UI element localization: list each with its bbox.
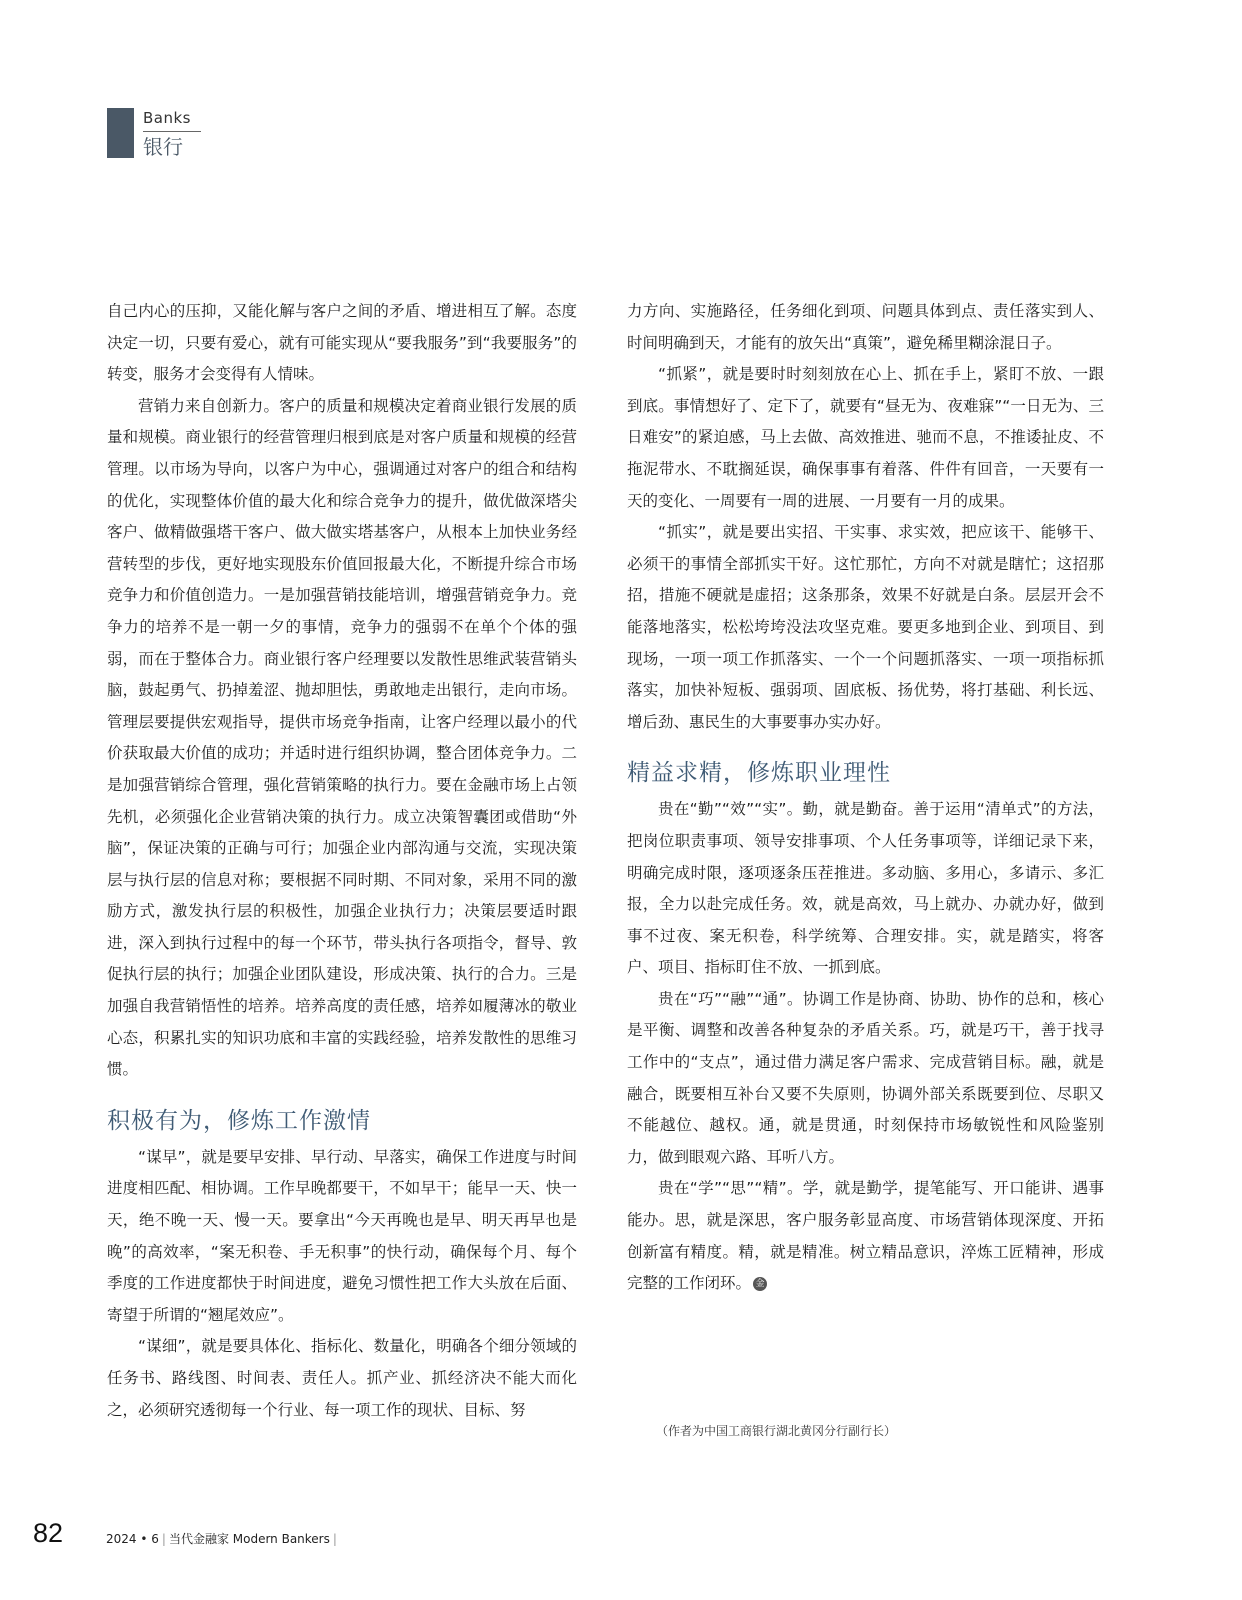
section-label-en: Banks bbox=[143, 109, 191, 127]
footer-divider: | bbox=[332, 1532, 337, 1546]
footer-info bbox=[106, 1530, 340, 1547]
author-note: （作者为中国工商银行湖北黄冈分行副行长） bbox=[656, 1424, 897, 1438]
section-tag-rule bbox=[143, 131, 201, 132]
paragraph-text: 贵在“学”“思”“精”。学，就是勤学，提笔能写、开口能讲、遇事能办。思，就是深思，客户服务彰显高度、市场营销体现深度、开拓创新富有精度。精，就是精准。树立精品意识，淬炼工匠精神，形成完整的工作闭环。 bbox=[627, 1179, 1104, 1293]
paragraph: “抓紧”，就是要时时刻刻放在心上、抓在手上，紧盯不放、一跟到底。事情想好了、定下了，就要有“昼无为、夜难寐”“一日无为、三日难安”的紧迫感，马上去做、高效推进、驰而不息，不推诿扯皮、不拖泥带水、不耽搁延误，确保事事有着落、件件有回音，一天要有一天的变化、一周要有一周的进展、一月要有一月的成果。 bbox=[627, 365, 1104, 510]
issue-date: 2024 • 6 bbox=[106, 1532, 159, 1546]
paragraph: 贵在“勤”“效”“实”。勤，就是勤奋。善于运用“清单式”的方法，把岗位职责事项、领导安排事项、个人任务事项等，详细记录下来，明确完成时限，逐项逐条压茬推进。多动脑、多用心，多请示、多汇报，全力以赴完成任务。效，就是高效，马上就办、办就办好，做到事不过夜、案无积卷，科学统筹、合理安排。实，就是踏实，将客户、项目、指标盯住不放、一抓到底。 bbox=[627, 800, 1104, 977]
right-column bbox=[627, 296, 1104, 1300]
section-label-zh: 银行 bbox=[143, 135, 183, 159]
paragraph: “谋早”，就是要早安排、早行动、早落实，确保工作进度与时间进度相匹配、相协调。工作早晚都要干，不如早干；能早一天、快一天，绝不晚一天、慢一天。要拿出“今天再晚也是早、明天再早也是晚”的高效率，“案无积卷、手无积事”的快行动，确保每个月、每个季度的工作进度都快于时间进度，避免习惯性把工作大头放在后面、寄望于所谓的“翘尾效应”。 bbox=[107, 1147, 577, 1324]
paragraph: 营销力来自创新力。客户的质量和规模决定着商业银行发展的质量和规模。商业银行的经营管理归根到底是对客户质量和规模的经营管理。以市场为导向，以客户为中心，强调通过对客户的组合和结构的优化，实现整体价值的最大化和综合竞争力的提升，做优做深塔尖客户、做精做强塔干客户、做大做实塔基客户，从根本上加快业务经营转型的步伐，更好地实现股东价值回报最大化，不断提升综合市场竞争力和价值创造力。一是加强营销技能培训，增强营销竞争力。竞争力的培养不是一朝一夕的事情，竞争力的强弱不在单个个体的强弱，而在于整体合力。商业银行客户经理要以发散性思维武装营销头脑，鼓起勇气、扔掉羞涩、抛却胆怯，勇敢地走出银行，走向市场。管理层要提供宏观指导，提供市场竞争指南，让客户经理以最小的代价获取最大价值的成功；并适时进行组织协调，整合团体竞争力。二是加强营销综合管理，强化营销策略的执行力。要在金融市场上占领先机，必须强化企业营销决策的执行力。成立决策智囊团或借助“外脑”，保证决策的正确与可行；加强企业内部沟通与交流，实现决策层与执行层的信息对称；要根据不同时期、不同对象，采用不同的激励方式，激发执行层的积极性，加强企业执行力；决策层要适时跟进，深入到执行过程中的每一个环节，带头执行各项指令，督导、敦促执行层的执行；加强企业团队建设，形成决策、执行的合力。三是加强自我营销悟性的培养。培养高度的责任感，培养如履薄冰的敬业心态，积累扎实的知识功底和丰富的实践经验，培养发散性的思维习惯。 bbox=[107, 396, 577, 1079]
paragraph-last bbox=[627, 1173, 1104, 1299]
paragraph: “抓实”，就是要出实招、干实事、求实效，把应该干、能够干、必须干的事情全部抓实干好。这忙那忙，方向不对就是瞎忙；这招那招，措施不硬就是虚招；这条那条，效果不好就是白条。层层开会不能落地落实，松松垮垮没法攻坚克难。要更多地到企业、到项目、到现场，一项一项工作抓落实、一个一个问题抓落实、一项一项指标抓落实，加快补短板、强弱项、固底板、扬优势，将打基础、利长远、增后劲、惠民生的大事要事办实办好。 bbox=[627, 523, 1104, 731]
section-heading: 精益求精，修炼职业理性 bbox=[627, 760, 891, 787]
left-column bbox=[107, 296, 577, 1426]
paragraph: 力方向、实施路径，任务细化到项、问题具体到点、责任落实到人、时间明确到天，才能有的放矢出“真策”，避免稀里糊涂混日子。 bbox=[627, 302, 1104, 352]
page-number: 82 bbox=[33, 1518, 64, 1548]
magazine-name: 当代金融家 Modern Bankers bbox=[168, 1532, 330, 1546]
section-tag bbox=[107, 108, 202, 160]
paragraph: 贵在“巧”“融”“通”。协调工作是协商、协助、协作的总和，核心是平衡、调整和改善各种复杂的矛盾关系。巧，就是巧干，善于找寻工作中的“支点”，通过借力满足客户需求、完成营销目标。融，就是融合，既要相互补台又要不失原则，协调外部关系既要到位、尽职又不能越位、越权。通，就是贯通，时刻保持市场敏锐性和风险鉴别力，做到眼观六路、耳听八方。 bbox=[627, 989, 1104, 1166]
section-tag-bar bbox=[107, 108, 134, 158]
paragraph: 自己内心的压抑，又能化解与客户之间的矛盾、增进相互了解。态度决定一切，只要有爱心，就有可能实现从“要我服务”到“我要服务”的转变，服务才会变得有人情味。 bbox=[107, 302, 577, 384]
footer-divider: | bbox=[161, 1532, 166, 1546]
paragraph: “谋细”，就是要具体化、指标化、数量化，明确各个细分领域的任务书、路线图、时间表、责任人。抓产业、抓经济决不能大而化之，必须研究透彻每一个行业、每一项工作的现状、目标、努 bbox=[107, 1337, 577, 1419]
section-heading: 积极有为，修炼工作激情 bbox=[107, 1107, 371, 1134]
end-mark-icon: 金 bbox=[753, 1277, 767, 1291]
